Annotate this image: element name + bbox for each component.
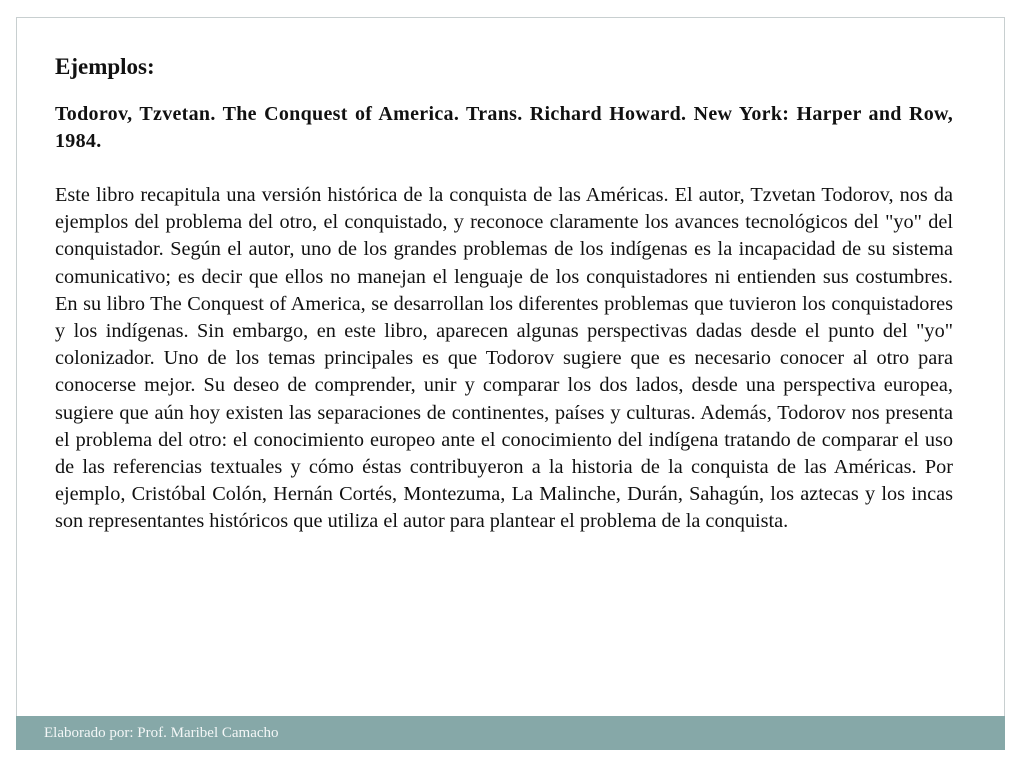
footer-bar: [16, 716, 1005, 750]
citation: Todorov, Tzvetan. The Conquest of America. Trans. Richard Howard. New York: Harper and Row, 1984.: [55, 103, 953, 152]
body-paragraph: Este libro recapitula una versión histórica de la conquista de las Américas. El autor, Tzvetan Todorov, nos da ejemplos del problema del otro, el conquistado, y reconoce claramente los avances tecnológicos del "yo" del conquistador. Según el autor, uno de los grandes problemas de los indígenas es la incapacidad de su sistema comunicativo; es decir que ellos no manejan el lenguaje de los conquistadores ni entienden sus costumbres. En su libro The Conquest of America, se desarrollan los diferentes problemas que tuvieron los conquistadores y los indígenas. Sin embargo, en este libro, aparecen algunas perspectivas dadas desde el punto del "yo" colonizador. Uno de los temas principales es que Todorov sugiere que es necesario conocer al otro para conocerse mejor. Su deseo de comprender, unir y comparar los dos lados, desde una perspectiva europea, sugiere que aún hoy existen las separaciones de continentes, países y culturas. Además, Todorov nos presenta el problema del otro: el conocimiento europeo ante el conocimiento del indígena tratando de comparar el uso de las referencias textuales y cómo éstas contribuyeron a la historia de la conquista de las Américas. Por ejemplo, Cristóbal Colón, Hernán Cortés, Montezuma, La Malinche, Durán, Sahagún, los aztecas y los incas son representantes históricos que utiliza el autor para plantear el problema de la conquista.: [55, 184, 953, 533]
footer-text: Elaborado por: Prof. Maribel Camacho: [44, 725, 279, 741]
slide-heading: Ejemplos:: [55, 54, 155, 79]
